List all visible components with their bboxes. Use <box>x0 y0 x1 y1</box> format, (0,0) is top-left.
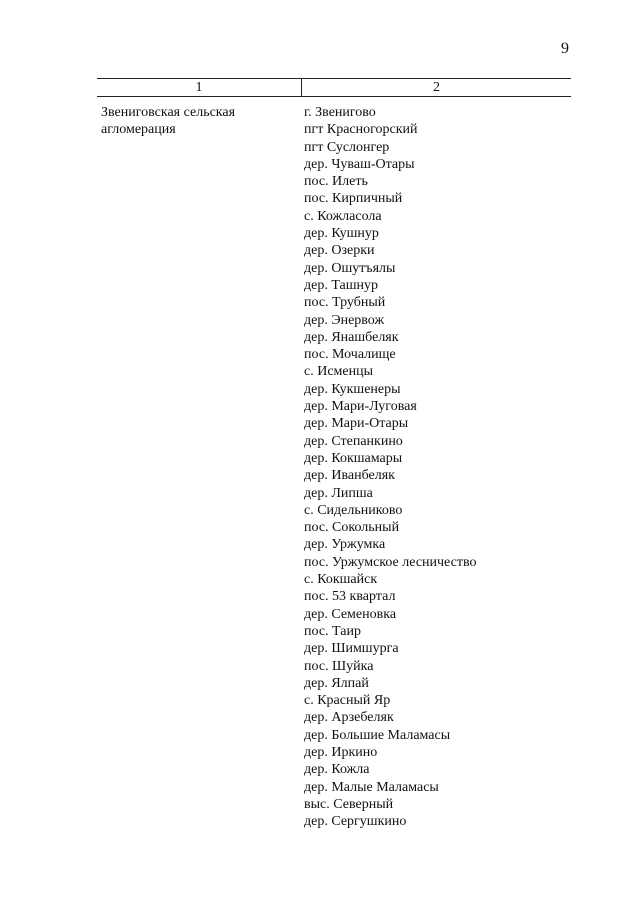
column-header-2: 2 <box>433 80 440 95</box>
settlement-item: пос. Шуйка <box>304 658 374 674</box>
settlement-item: дер. Шимшурга <box>304 641 399 657</box>
settlement-item: дер. Кокшамары <box>304 450 403 466</box>
settlement-item: дер. Семеновка <box>304 606 397 622</box>
settlement-item: пгт Красногорский <box>304 122 418 138</box>
settlement-item: выс. Северный <box>304 796 394 812</box>
settlement-item: пос. Мочалище <box>304 347 396 363</box>
settlement-item: дер. Озерки <box>304 243 375 259</box>
settlement-item: дер. Липша <box>304 485 373 501</box>
settlement-item: дер. Ялпай <box>304 675 369 691</box>
settlement-item: г. Звенигово <box>304 105 376 120</box>
settlement-item: дер. Кожла <box>304 762 370 778</box>
settlement-item: пос. Сокольный <box>304 520 400 536</box>
settlement-item: с. Кожласола <box>304 208 382 224</box>
settlement-item: дер. Иркино <box>304 744 378 760</box>
settlement-item: дер. Иванбеляк <box>304 468 395 484</box>
settlement-item: пос. 53 квартал <box>304 589 396 605</box>
settlement-item: дер. Кушнур <box>304 226 379 242</box>
settlement-item: дер. Ташнур <box>304 277 379 293</box>
settlement-item: дер. Малые Маламасы <box>304 779 439 795</box>
settlement-item: пос. Трубный <box>304 295 386 311</box>
settlement-item: дер. Сергушкино <box>304 814 407 830</box>
settlement-item: дер. Энервож <box>304 312 385 328</box>
settlement-item: пос. Таир <box>304 623 361 639</box>
settlement-item: пос. Уржумское лесничество <box>304 554 477 570</box>
settlement-item: пос. Кирпичный <box>304 191 403 207</box>
settlement-item: дер. Янашбеляк <box>304 329 399 345</box>
page-number: 9 <box>561 40 569 57</box>
settlement-item: с. Красный Яр <box>304 693 391 709</box>
settlement-item: дер. Ошутъялы <box>304 260 396 276</box>
district-name <box>101 104 291 139</box>
settlement-item: дер. Уржумка <box>304 537 386 553</box>
settlement-item: дер. Большие Маламасы <box>304 727 451 743</box>
table-header-row <box>97 78 571 97</box>
column-header-1: 1 <box>97 79 302 96</box>
settlement-item: дер. Кукшенеры <box>304 381 401 397</box>
district-name-line: агломерация <box>101 122 176 138</box>
settlement-item: пос. Илеть <box>304 174 368 190</box>
settlement-item: с. Исменцы <box>304 364 374 380</box>
settlement-item: пгт Суслонгер <box>304 139 390 155</box>
settlement-item: с. Кокшайск <box>304 572 378 588</box>
settlement-item: с. Сидельниково <box>304 502 403 518</box>
settlement-item: дер. Мари-Луговая <box>304 399 417 415</box>
district-name-line: Звениговская сельская <box>101 105 236 120</box>
settlement-item: дер. Мари-Отары <box>304 416 409 432</box>
settlement-list <box>304 104 584 830</box>
settlement-item: дер. Арзебеляк <box>304 710 394 726</box>
settlement-item: дер. Чуваш-Отары <box>304 156 415 172</box>
settlement-item: дер. Степанкино <box>304 433 403 449</box>
